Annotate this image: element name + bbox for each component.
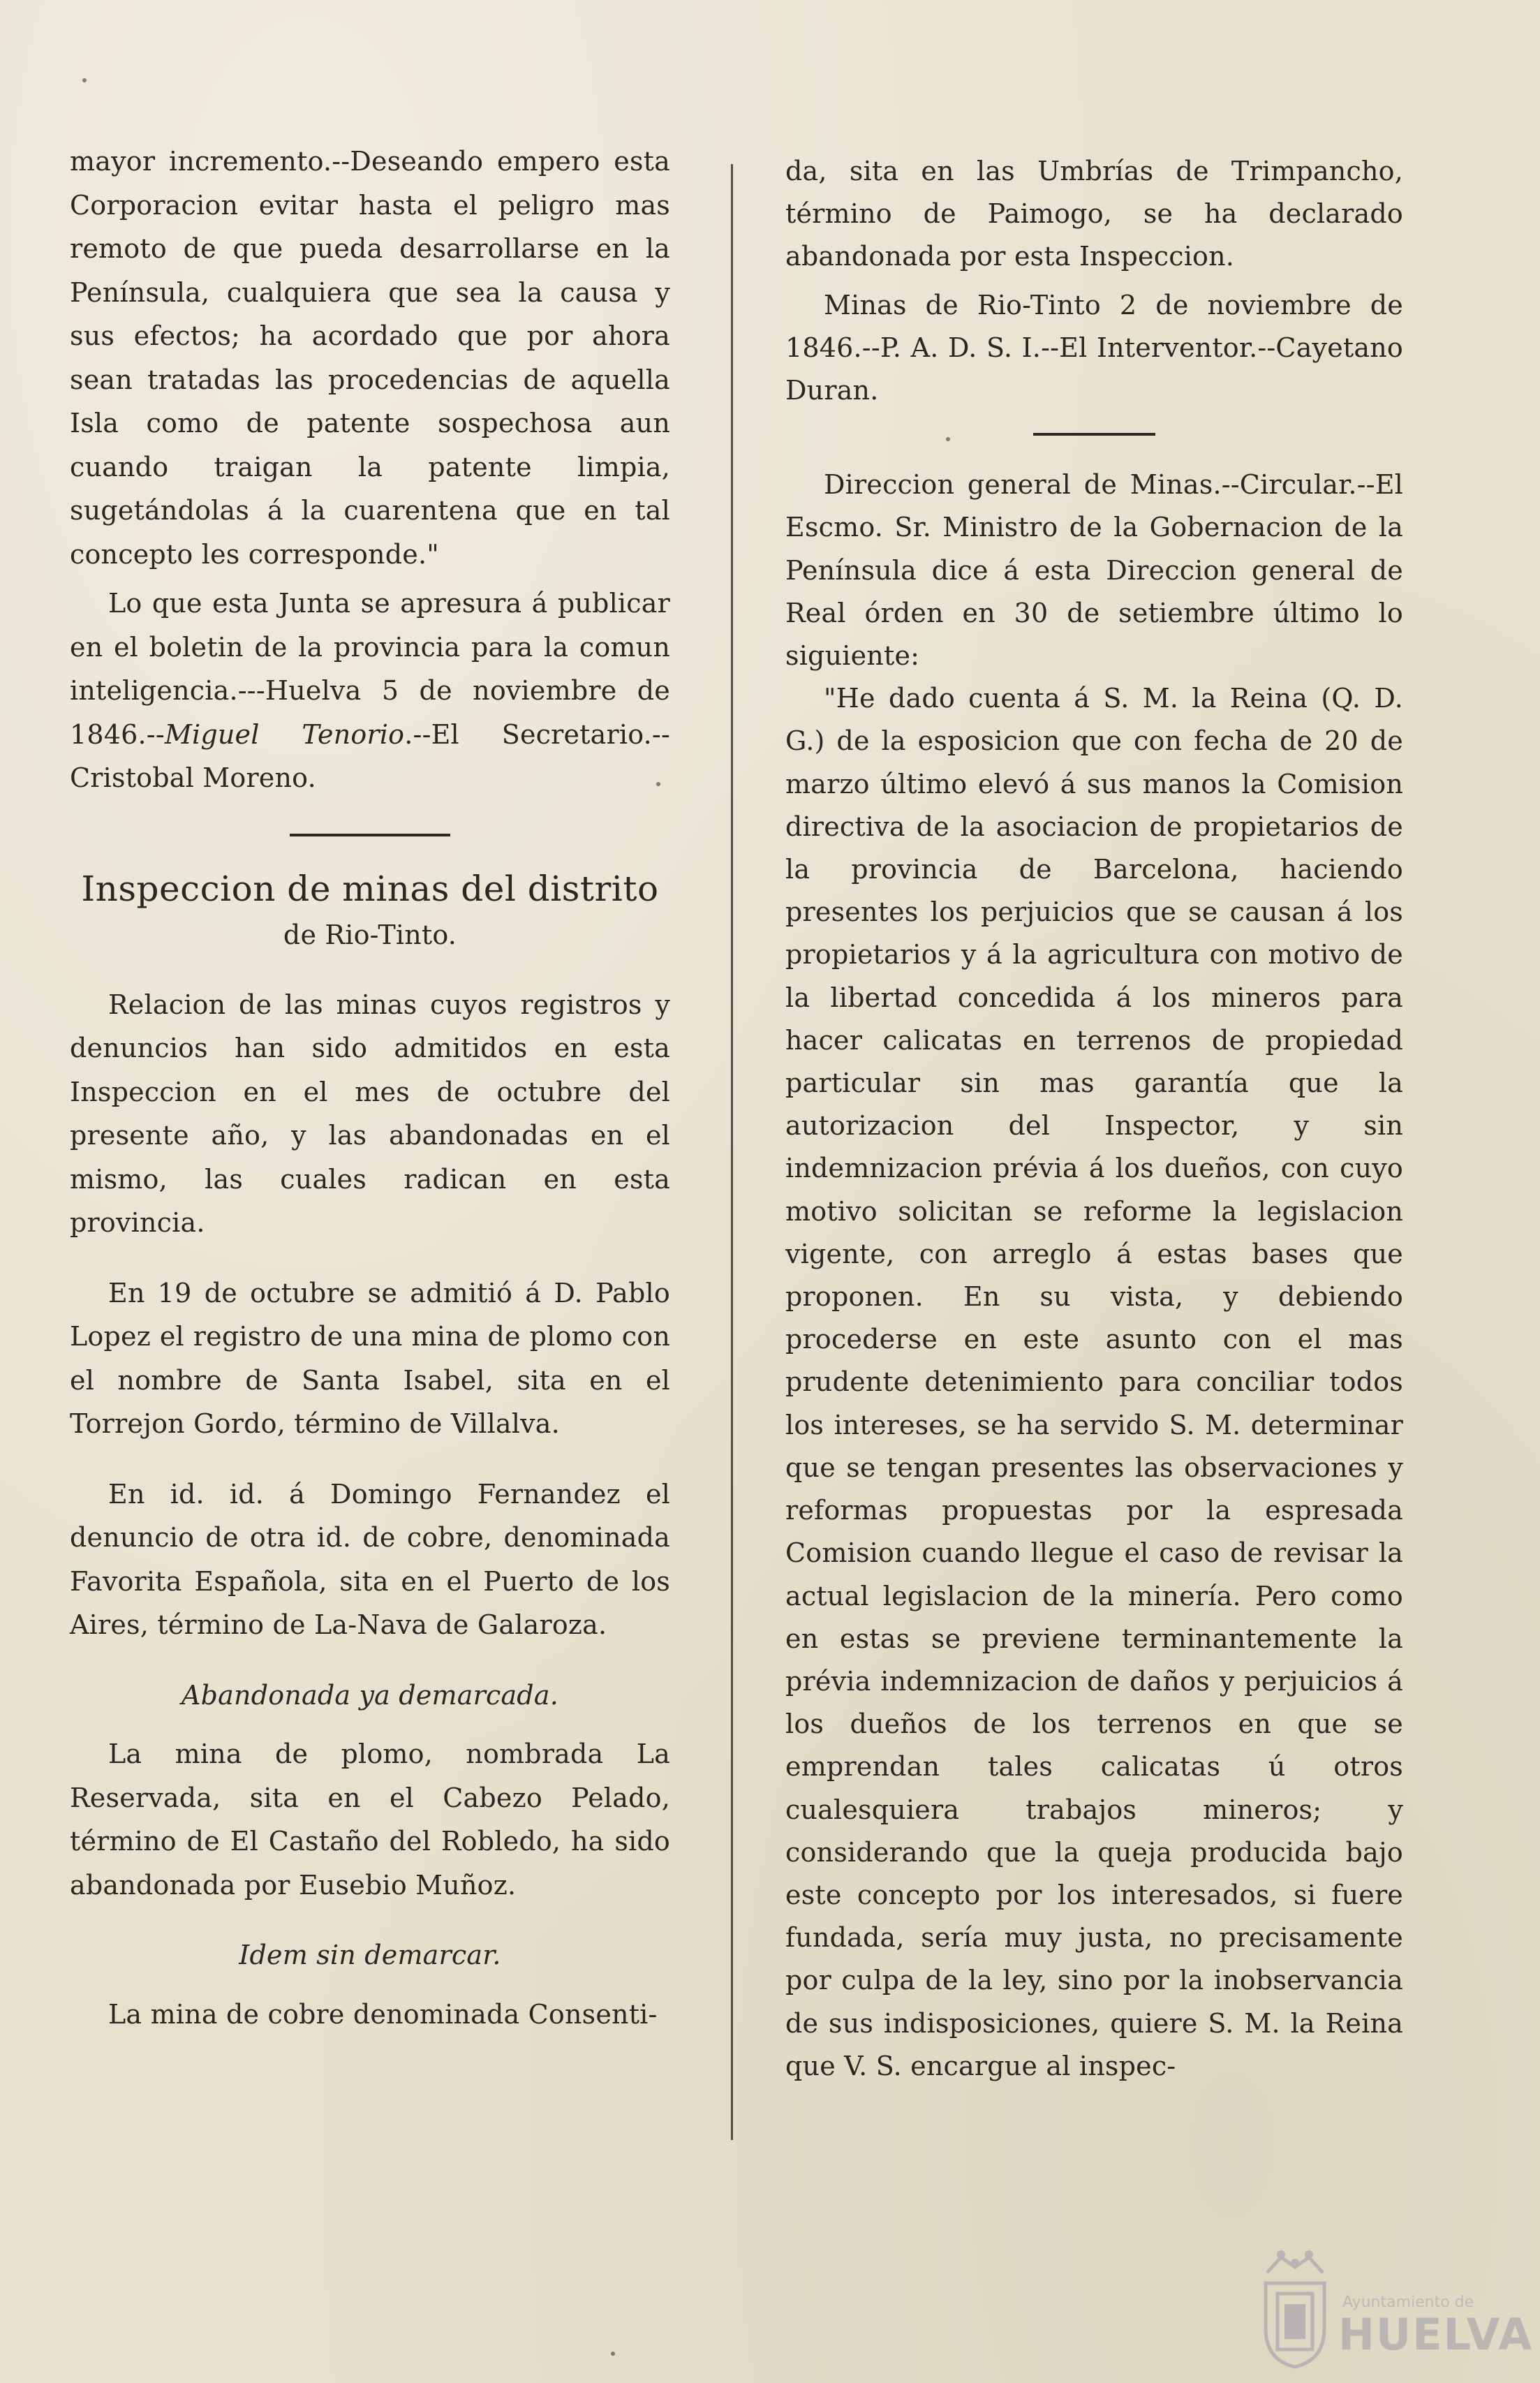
left-paragraph-la-reservada: La mina de plomo, nombrada La Reservada, sita en el Cabezo Pelado, término de El Castaño del Robledo, ha sido abandonada por Eusebio Muñoz.	[70, 1739, 670, 1901]
scan-speck	[82, 78, 87, 82]
huelva-watermark-logo	[1253, 2245, 1534, 2377]
scan-speck	[611, 2352, 615, 2356]
right-paragraph-real-orden: "He dado cuenta á S. M. la Reina (Q. D. G.) de la esposicion que con fecha de 20 de marzo último elevó á sus manos la Comision directiva de la asociacion de propietarios de la provincia de Barcelona, haciendo presentes los perjuicios que se causan á los propietarios y á la agricultura con motivo de la libertad concedida á los mineros para hacer calicatas en terrenos de propiedad particular sin mas garantía que la autorizacion del Inspector, y sin indemnizacion prévia á los dueños, con cuyo motivo solicitan se reforme la legislacion vigente, con arreglo á estas bases que proponen. En su vista, y debiendo procederse en este asunto con el mas prudente detenimiento para conciliar todos los intereses, se ha servido S. M. determinar que se tengan presentes las observaciones y reformas propuestas por la espresada Comision cuando llegue el caso de revisar la actual legislacion de la minería. Pero como en estas se previene terminantemente la prévia indemnizacion de daños y perjuicios á los dueños de los terrenos en que se emprendan tales calicatas ú otros cualesquiera trabajos mineros; y considerando que la queja producida bajo este concepto por los interesados, si fuere fundada, sería muy justa, no precisamente por culpa de la ley, sino por la inobservancia de sus indisposiciones, quiere S. M. la Reina que V. S. encargue al inspec-	[785, 683, 1403, 2081]
watermark-big-text: HUELVA	[1338, 2309, 1534, 2360]
left-paragraph-relacion: Relacion de las minas cuyos registros y denuncios han sido admitidos en esta Inspeccion en el mes de octubre del presente año, y las abandonadas en el mismo, las cuales radican en esta provincia.	[70, 989, 670, 1238]
left-paragraph-favorita-espanola: En id. id. á Domingo Fernandez el denuncio de otra id. de cobre, denominada Favorita Española, sita en el Puerto de los Aires, término de La-Nava de Galaroza.	[70, 1478, 670, 1640]
left-column	[70, 140, 670, 2036]
section-title: Inspeccion de minas del distrito	[81, 868, 659, 909]
right-paragraph-rio-tinto-date: Minas de Rio-Tinto 2 de noviembre de 1846.--P. A. D. S. I.--El Interventor.--Cayetano Duran.	[785, 289, 1403, 406]
right-paragraph-circular: Direccion general de Minas.--Circular.--El Escmo. Sr. Ministro de la Gobernacion de la Península dice á esta Direccion general de Real órden en 30 de setiembre último lo siguiente:	[785, 469, 1403, 672]
publication-notice-text: Lo que esta Junta se apresura á publicar en el boletin de la provincia para la comun inteligencia.---Huelva 5 de noviembre de 1846.--	[70, 588, 670, 750]
scan-speck	[656, 782, 660, 786]
publication-notice-secretary: .--El Secretario.--Cristobal Moreno.	[70, 718, 670, 793]
section-subtitle: de Rio-Tinto.	[283, 919, 457, 950]
section-divider-right	[1033, 433, 1155, 436]
left-paragraph-continuation: mayor incremento.--Deseando empero esta Corporacion evitar hasta el peligro mas remoto de que pueda desarrollarse en la Península, cualquiera que sea la causa y sus efectos; ha acordado que por ahora sean tratadas las procedencias de aquella Isla como de patente sospechosa aun cuando traigan la patente limpia, sugetándolas á la cuarentena que en tal concepto les corresponde."	[70, 146, 670, 570]
column-divider	[731, 164, 733, 2140]
heading-idem: Idem sin demarcar.	[239, 1940, 501, 1970]
right-paragraph-continuation: da, sita en las Umbrías de Trimpancho, término de Paimogo, se ha declarado abandonada por esta Inspeccion.	[785, 156, 1403, 272]
right-column	[785, 150, 1403, 2088]
left-paragraph-publication-notice	[70, 582, 670, 800]
signatory-name: Miguel Tenorio	[164, 718, 405, 750]
coat-of-arms-icon	[1253, 2245, 1337, 2370]
watermark-small-text: Ayuntamiento de	[1342, 2294, 1474, 2311]
left-paragraph-consentida: La mina de cobre denominada Consenti-	[108, 1998, 658, 2030]
section-divider	[290, 834, 450, 836]
heading-abandonada: Abandonada ya demarcada.	[182, 1679, 558, 1711]
scan-speck	[946, 437, 950, 441]
left-paragraph-santa-isabel: En 19 de octubre se admitió á D. Pablo Lopez el registro de una mina de plomo con el nombre de Santa Isabel, sita en el Torrejon Gordo, término de Villalva.	[70, 1277, 670, 1439]
